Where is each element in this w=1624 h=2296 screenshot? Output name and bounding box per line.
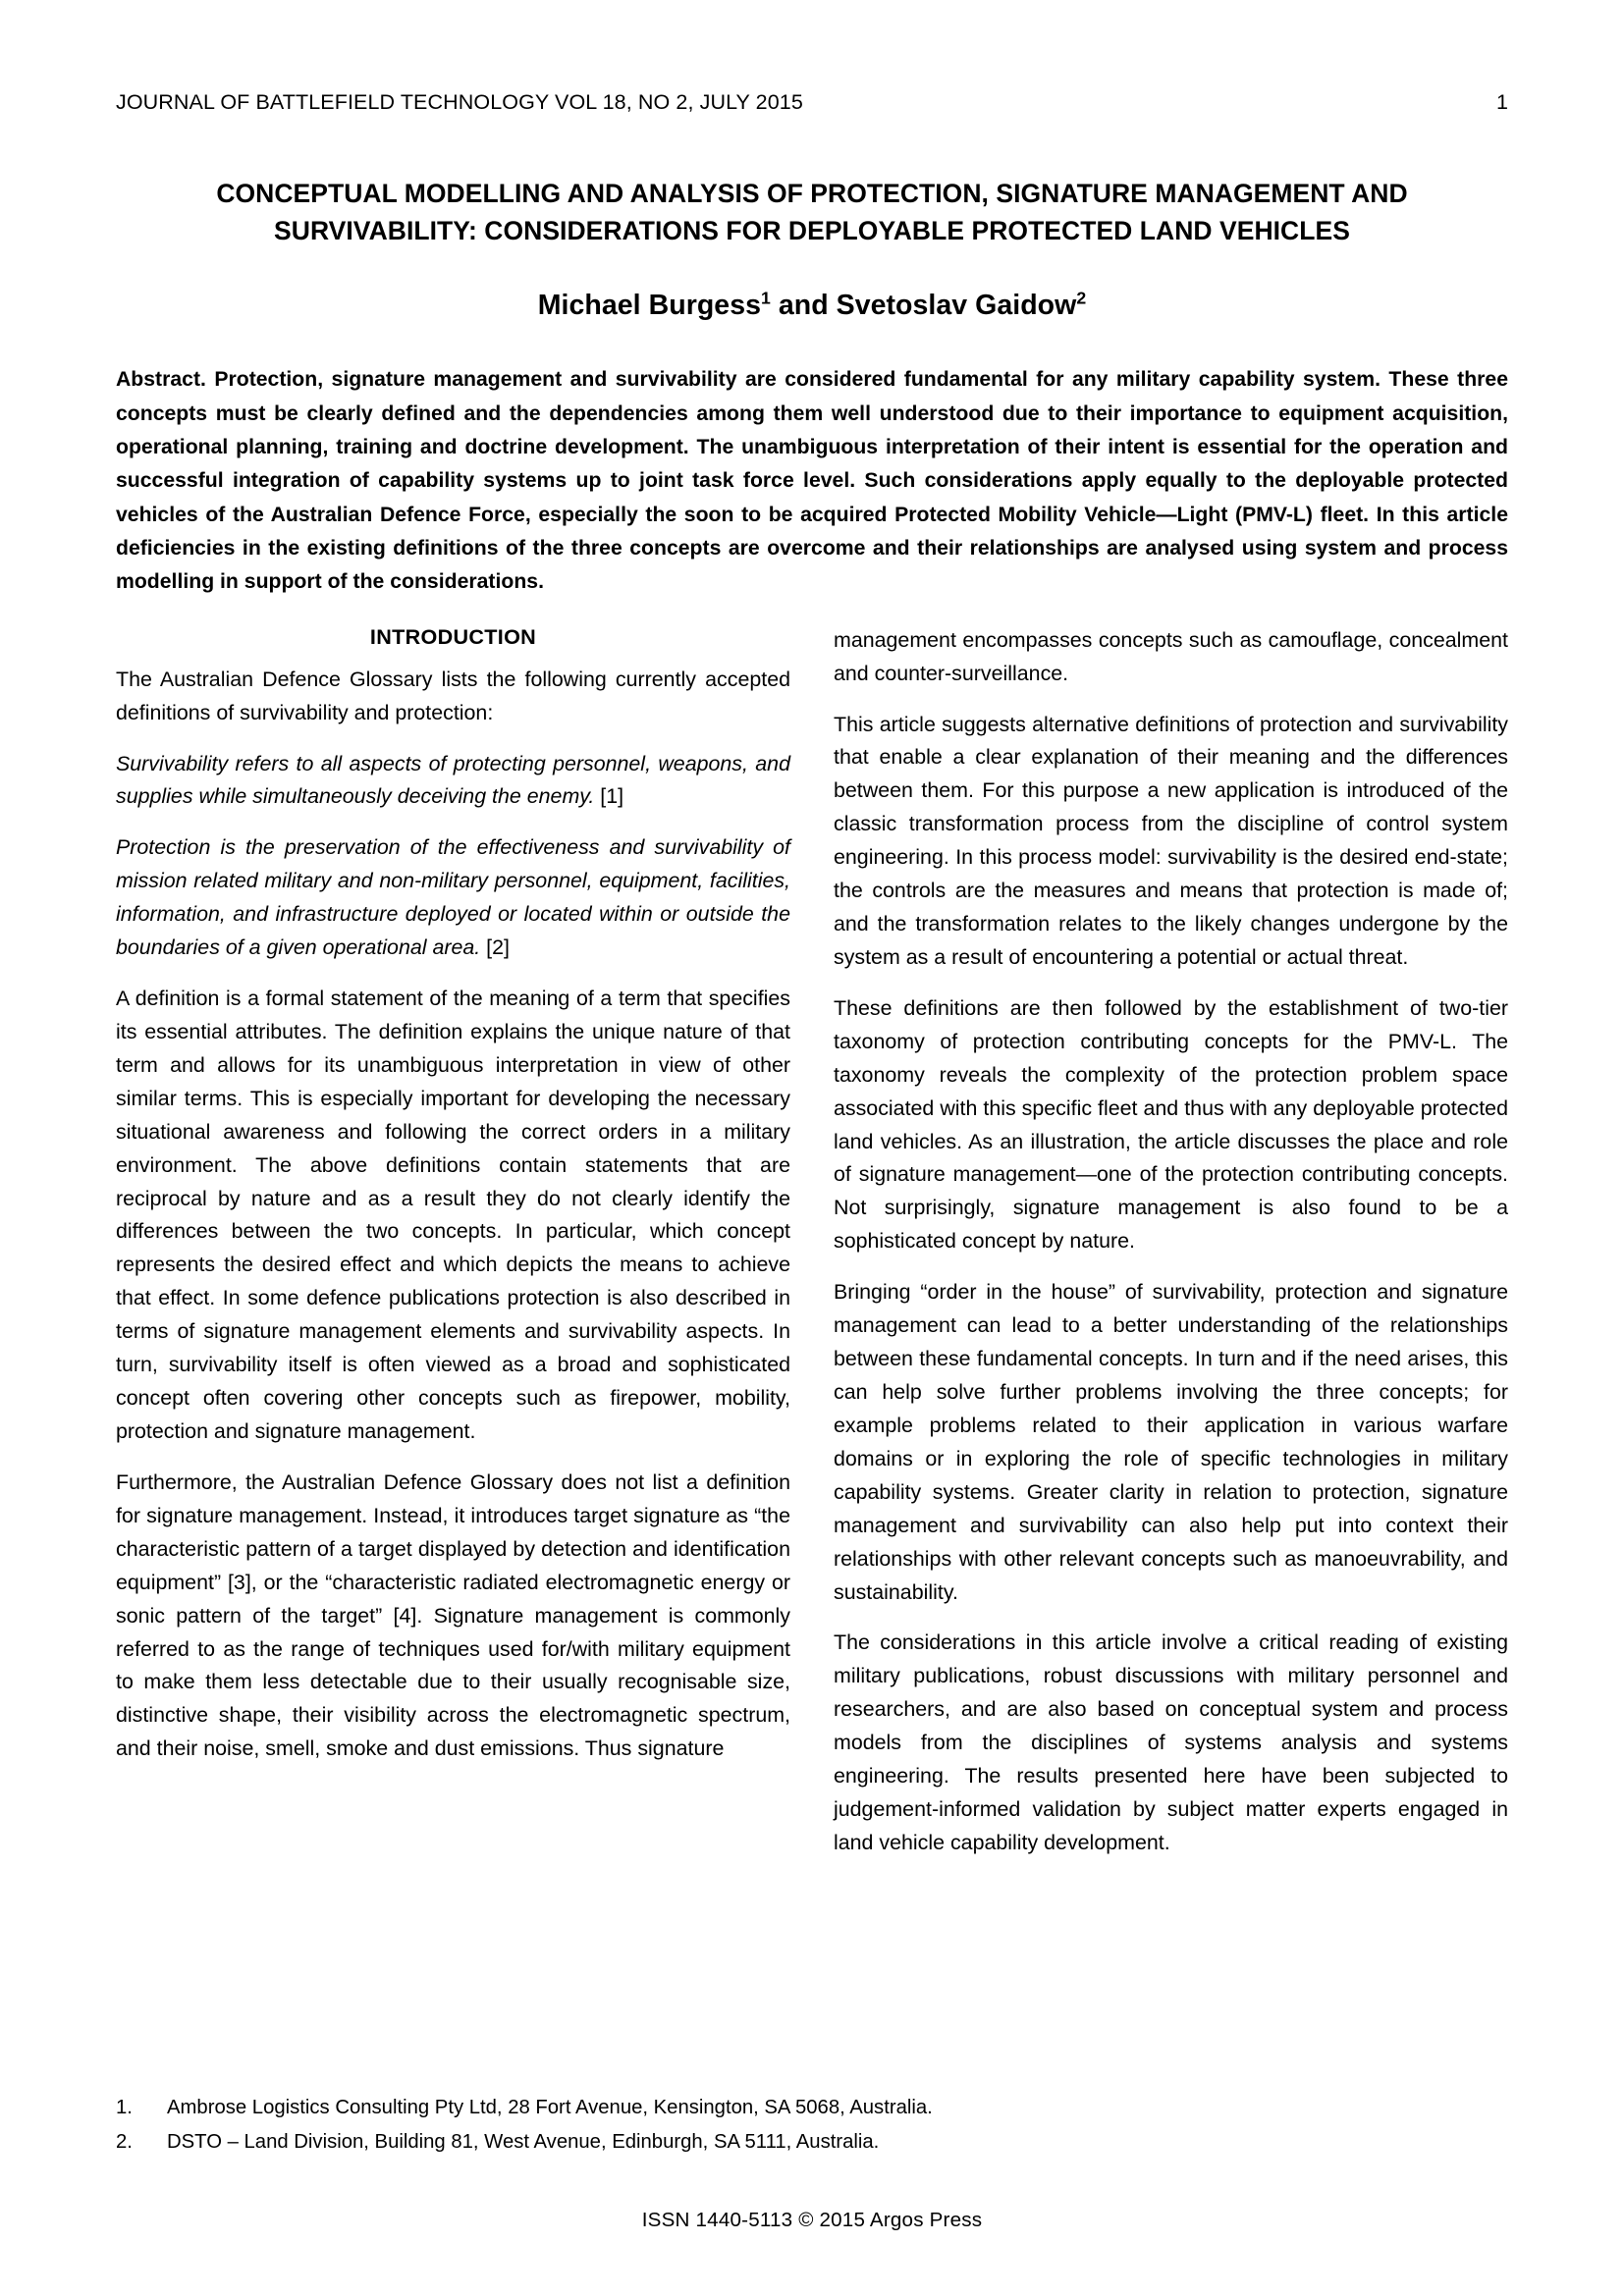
left-column <box>116 624 790 1860</box>
running-head <box>116 90 1508 115</box>
issn-footer: ISSN 1440-5113 © 2015 Argos Press <box>641 2209 983 2231</box>
footnote-text: Ambrose Logistics Consulting Pty Ltd, 28 Fort Avenue, Kensington, SA 5068, Australia. <box>167 2097 933 2118</box>
author-1-affiliation-marker: 1 <box>761 288 771 308</box>
author-2-affiliation-marker: 2 <box>1076 288 1087 308</box>
quote-survivability-text: Survivability refers to all aspects of protecting personnel, weapons, and supplies while simultaneously deceiving the enemy. <box>116 751 790 809</box>
paragraph-intro-7: Bringing “order in the house” of survivability, protection and signature management can lead to a better understanding of the relationships between these fundamental concepts. In turn and if the need arises, this can help solve further problems involving the three concepts; for example problems related to their application in various warfare domains or in exploring the role of specific technologies in military capability systems. Greater clarity in relation to protection, signature management and survivability can also help put into context their relationships with other relevant concepts such as manoeuvrability, and sustainability. <box>834 1280 1508 1604</box>
abstract-paragraph: Abstract. Protection, signature management and survivability are considered fundamental for any military capability system. These three concepts must be clearly defined and the dependencies among them well understood due to their importance to equipment acquisition, operational planning, training and doctrine development. The unambiguous interpretation of their intent is essential for the operation and successful integration of capability systems up to joint task force level. Such considerations apply equally to the deployable protected vehicles of the Australian Defence Force, especially the soon to be acquired Protected Mobility Vehicle—Light (PMV-L) fleet. In this article deficiencies in the existing definitions of the three concepts are overcome and their relationships are analysed using system and process modelling in support of the considerations. <box>116 368 1508 594</box>
right-column <box>834 624 1508 1860</box>
paper-title <box>161 176 1463 249</box>
footnote-item <box>116 2127 1508 2157</box>
footnote-number: 2. <box>116 2131 133 2154</box>
section-heading-introduction: INTRODUCTION <box>369 623 537 649</box>
author-list <box>116 290 1508 322</box>
body-columns <box>116 624 1508 1860</box>
author-conjunction: and <box>770 290 837 322</box>
footnote-list <box>116 2093 1508 2163</box>
paragraph-intro-5: This article suggests alternative definitions of protection and survivability that enable a clear explanation of their meaning and the differences between them. For this purpose a new application is introduced of the classic transformation process from the discipline of control system engineering. In this process model: survivability is the desired end-state; the controls are the measures and means that protection is made of; and the transformation relates to the likely changes undergone by the system as a result of encountering a potential or actual threat. <box>834 712 1508 969</box>
paragraph-intro-6: These definitions are then followed by the establishment of two-tier taxonomy of protection contributing concepts for the PMV-L. The taxonomy reveals the complexity of the protection problem space associated with this specific fleet and thus with any deployable protected land vehicles. As an illustration, the article discusses the place and role of signature management—one of the protection contributing concepts. Not surprisingly, signature management is also found to be a sophisticated concept by nature. <box>834 995 1508 1254</box>
citation-ref-1: [1] <box>594 784 624 809</box>
author-2-name: Svetoslav Gaidow <box>836 290 1077 322</box>
paragraph-intro-8: The considerations in this article involve a critical reading of existing military publications, robust discussions with military personnel and researchers, and are also based on conceptual system and process models from the disciplines of systems analysis and systems engineering. The results presented here have been subjected to judgement-informed validation by subject matter experts engaged in land vehicle capability development. <box>834 1630 1508 1854</box>
paper-title-line-2: SURVIVABILITY: CONSIDERATIONS FOR DEPLOYABLE PROTECTED LAND VEHICLES <box>274 215 1350 245</box>
paragraph-intro-3: Furthermore, the Australian Defence Glossary does not list a definition for signature management. Instead, it introduces target signature as “the characteristic pattern of a target displayed by detection and identification equipment” [3], or the “characteristic radiated electromagnetic energy or sonic pattern of the target” [4]. Signature management is commonly referred to as the range of techniques used for/with military equipment to make them less detectable due to their usually recognisable size, distinctive shape, their visibility across the electromagnetic spectrum, and their noise, smell, smoke and dust emissions. Thus signature <box>116 1469 790 1761</box>
paragraph-intro-2: A definition is a formal statement of the meaning of a term that specifies its essential attributes. The definition explains the unique nature of that term and allows for its unambiguous interpretation in view of other similar terms. This is especially important for developing the necessary situational awareness and following the correct orders in a military environment. The above definitions contain statements that are reciprocal by nature and as a result they do not clearly identify the differences between the two concepts. In particular, which concept represents the desired effect and which depicts the means to achieve that effect. In some defence publications protection is also described in terms of signature management elements and survivability aspects. In turn, survivability itself is often viewed as a broad and sophisticated concept often covering other concepts such as firepower, mobility, protection and signature management. <box>116 987 790 1444</box>
paragraph-intro-4: management encompasses concepts such as camouflage, concealment and counter-surveillance. <box>834 627 1508 685</box>
footnote-number: 1. <box>116 2097 133 2118</box>
quote-protection-text: Protection is the preservation of the effectiveness and survivability of mission related military and non-military personnel, equipment, facilities, information, and infrastructure deployed or located within or outside the boundaries of a given operational area. <box>116 835 790 960</box>
paper-title-line-1: CONCEPTUAL MODELLING AND ANALYSIS OF PROTECTION, SIGNATURE MANAGEMENT AND <box>216 179 1408 208</box>
page-number: 1 <box>1495 90 1508 114</box>
paragraph-intro-1: The Australian Defence Glossary lists the following currently accepted definitions of survivability and protection: <box>116 667 790 724</box>
page-content <box>116 90 1508 1860</box>
footnote-item <box>116 2093 1508 2122</box>
author-1-name: Michael Burgess <box>537 290 761 322</box>
quote-survivability-definition <box>116 748 790 815</box>
journal-citation: JOURNAL OF BATTLEFIELD TECHNOLOGY VOL 18, NO 2, JULY 2015 <box>116 90 803 114</box>
quote-protection-definition <box>116 831 790 965</box>
citation-ref-2: [2] <box>480 935 510 960</box>
footnote-text: DSTO – Land Division, Building 81, West Avenue, Edinburgh, SA 5111, Australia. <box>167 2131 880 2154</box>
